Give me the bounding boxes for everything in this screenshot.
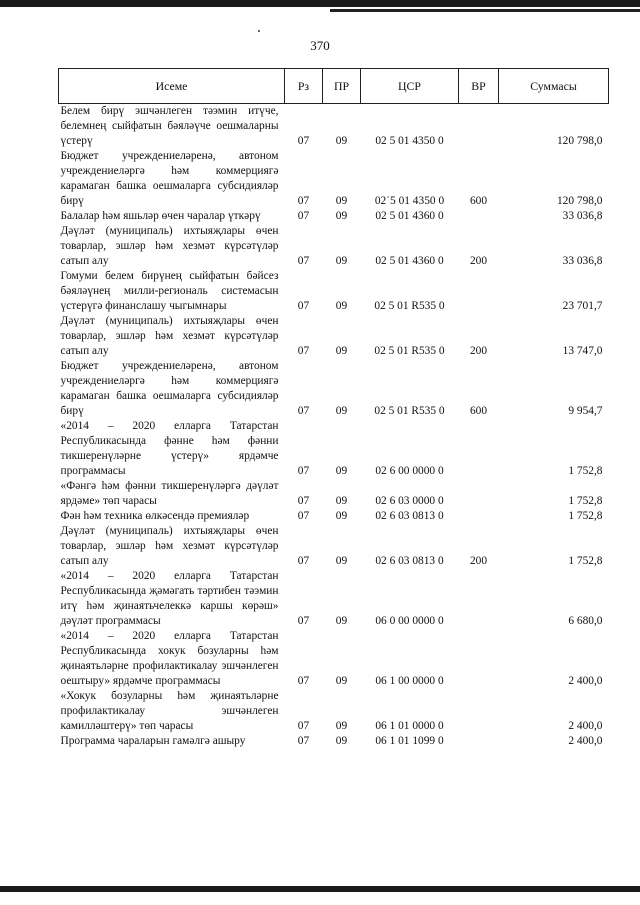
table-row [59, 734, 609, 749]
row-sum: 1 752,8 [568, 465, 603, 477]
row-sum: 33 036,8 [562, 255, 603, 267]
row-vr [459, 104, 499, 150]
row-pr: 09 [335, 195, 348, 207]
scan-edge-bottom [0, 886, 640, 892]
row-csr: 02 6 03 0813 0 [375, 510, 444, 522]
row-rz: 07 [297, 255, 310, 267]
row-pr: 09 [335, 675, 348, 687]
row-rz: 07 [297, 135, 310, 147]
table-body [59, 104, 609, 750]
row-pr: 09 [335, 555, 348, 567]
table-row [59, 689, 609, 734]
scan-edge-top-thin [330, 9, 640, 12]
row-csr: 02˙5 01 4350 0 [374, 195, 445, 207]
row-name: Дәүләт (муниципаль) ихтыяҗлары өчен товарлар, эшләр һәм хезмәт күрсәтүләр сатып алу [60, 525, 279, 567]
row-name: Белем бирү эшчәнлеген тәэмин итүче, белемнең сыйфатын бәяләүче оешмаларны үстерү [60, 105, 279, 147]
header-pr: ПР [323, 69, 361, 104]
row-rz: 07 [297, 735, 310, 747]
row-name: Дәүләт (муниципаль) ихтыяҗлары өчен товарлар, эшләр һәм хезмәт күрсәтүләр сатып алу [60, 225, 279, 267]
row-name: «Фәнгә һәм фәнни тикшеренүләргә дәүләт ярдәме» төп чарасы [60, 480, 279, 507]
table-row [59, 524, 609, 569]
row-csr: 02 5 01 R535 0 [374, 405, 445, 417]
row-vr: 200 [469, 255, 488, 267]
row-csr: 06 1 01 1099 0 [375, 735, 444, 747]
row-pr: 09 [335, 735, 348, 747]
row-vr [459, 479, 499, 509]
row-pr: 09 [335, 615, 348, 627]
row-name: «2014 – 2020 елларга Татарстан Республикасында җәмәгать тәртибен тәэмин итү һәм җинаятьчелеккә каршы көрәш» дәүләт программасы [60, 570, 279, 627]
table-row [59, 104, 609, 150]
row-rz: 07 [297, 720, 310, 732]
row-rz: 07 [297, 195, 310, 207]
row-name: Дәүләт (муниципаль) ихтыяҗлары өчен товарлар, эшләр һәм хезмәт күрсәтүләр сатып алу [60, 315, 279, 357]
row-vr [459, 269, 499, 314]
row-pr: 09 [335, 255, 348, 267]
row-rz: 07 [297, 210, 310, 222]
scan-speck [258, 30, 260, 32]
row-name: Бюджет учреждениеләренә, автоном учреждениеләргә һәм коммерциягә карамаган башка оешмаларга субсидияләр бирү [60, 360, 279, 417]
row-csr: 02 6 03 0813 0 [375, 555, 444, 567]
row-csr: 02 6 00 0000 0 [375, 465, 444, 477]
row-vr: 600 [469, 195, 488, 207]
table-row [59, 419, 609, 479]
row-csr: 02 5 01 4360 0 [375, 210, 444, 222]
row-rz: 07 [297, 405, 310, 417]
row-sum: 23 701,7 [562, 300, 603, 312]
row-csr: 02 5 01 4350 0 [375, 135, 444, 147]
row-vr [459, 569, 499, 629]
header-rz: Рз [285, 69, 323, 104]
header-csr: ЦСР [361, 69, 459, 104]
row-sum: 33 036,8 [562, 210, 603, 222]
row-sum: 9 954,7 [568, 405, 603, 417]
row-vr [459, 419, 499, 479]
row-pr: 09 [335, 345, 348, 357]
row-rz: 07 [297, 675, 310, 687]
row-pr: 09 [335, 300, 348, 312]
row-sum: 120 798,0 [556, 135, 603, 147]
row-name: Фән һәм техника өлкәсендә премияләр [60, 510, 250, 522]
table-row [59, 314, 609, 359]
row-pr: 09 [335, 135, 348, 147]
page-number: 370 [310, 38, 330, 53]
header-sum: Суммасы [499, 69, 609, 104]
row-name: «Хокук бозуларны һәм җинаятьләрне профилактикалау эшчәнлеген камилләштерү» төп чарасы [60, 690, 279, 732]
table-row [59, 359, 609, 419]
row-sum: 2 400,0 [568, 720, 603, 732]
table-row [59, 209, 609, 224]
row-pr: 09 [335, 510, 348, 522]
table-row [59, 509, 609, 524]
row-sum: 120 798,0 [556, 195, 603, 207]
table-row [59, 149, 609, 209]
row-vr [459, 509, 499, 524]
row-csr: 06 1 00 0000 0 [375, 675, 444, 687]
row-name: «2014 – 2020 елларга Татарстан Республикасында фәнне һәм фәнни тикшеренүләрне үстерү» ярдәмче программасы [60, 420, 279, 477]
table-row [59, 629, 609, 689]
row-sum: 1 752,8 [568, 495, 603, 507]
row-name: Бюджет учреждениеләренә, автоном учреждениеләргә һәм коммерциягә карамаган башка оешмаларга субсидияләр бирү [60, 150, 279, 207]
header-vr: ВР [459, 69, 499, 104]
row-csr: 02 5 01 R535 0 [374, 345, 445, 357]
row-sum: 2 400,0 [568, 675, 603, 687]
row-rz: 07 [297, 465, 310, 477]
row-vr [459, 629, 499, 689]
row-rz: 07 [297, 495, 310, 507]
row-csr: 06 0 00 0000 0 [375, 615, 444, 627]
row-vr [459, 209, 499, 224]
row-pr: 09 [335, 465, 348, 477]
row-name: Балалар һәм яшьләр өчен чаралар үткәрү [60, 210, 261, 222]
row-rz: 07 [297, 300, 310, 312]
row-vr: 600 [469, 405, 488, 417]
row-csr: 02 6 03 0000 0 [375, 495, 444, 507]
row-rz: 07 [297, 345, 310, 357]
row-sum: 1 752,8 [568, 555, 603, 567]
row-sum: 13 747,0 [562, 345, 603, 357]
table-row [59, 479, 609, 509]
row-name: «2014 – 2020 елларга Татарстан Республикасында хокук бозуларны һәм җинаятьләрне профилактикалау эшчәнлеген оештыру» ярдәмче программасы [60, 630, 279, 687]
row-vr [459, 689, 499, 734]
scan-edge-top [0, 0, 640, 7]
table-row [59, 569, 609, 629]
row-pr: 09 [335, 495, 348, 507]
row-sum: 6 680,0 [568, 615, 603, 627]
budget-table [58, 68, 609, 749]
row-pr: 09 [335, 405, 348, 417]
row-vr [459, 734, 499, 749]
header-name: Исеме [59, 69, 285, 104]
row-csr: 06 1 01 0000 0 [375, 720, 444, 732]
table-row [59, 224, 609, 269]
row-csr: 02 5 01 R535 0 [374, 300, 445, 312]
row-rz: 07 [297, 615, 310, 627]
row-pr: 09 [335, 210, 348, 222]
row-sum: 2 400,0 [568, 735, 603, 747]
row-rz: 07 [297, 510, 310, 522]
row-csr: 02 5 01 4360 0 [375, 255, 444, 267]
table-row [59, 269, 609, 314]
row-rz: 07 [297, 555, 310, 567]
row-pr: 09 [335, 720, 348, 732]
row-sum: 1 752,8 [568, 510, 603, 522]
row-name: Программа чараларын гамәлгә ашыру [60, 735, 246, 747]
table-header-row [59, 69, 609, 104]
row-name: Гомуми белем бирүнең сыйфатын бәйсез бәяләүнең милли-региональ системасын үстерүгә финанслашу чыгымнары [60, 270, 279, 312]
row-vr: 200 [469, 555, 488, 567]
row-vr: 200 [469, 345, 488, 357]
